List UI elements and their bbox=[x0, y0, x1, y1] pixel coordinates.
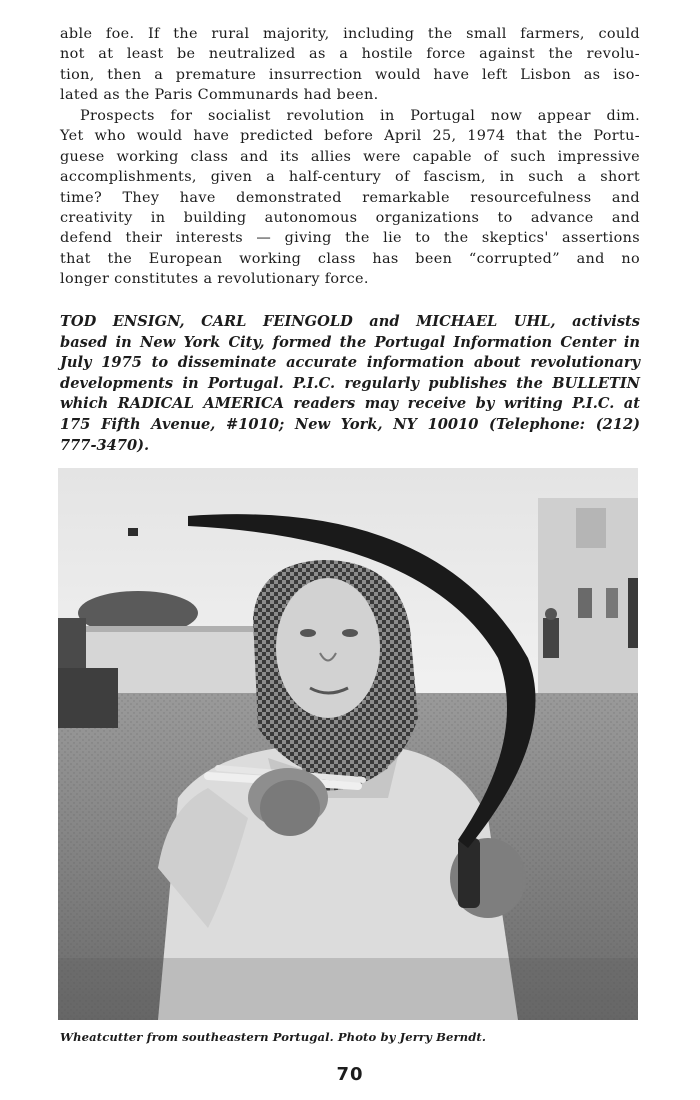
text-line: able foe. If the rural majority, including the small farmers, could bbox=[60, 26, 640, 42]
bio-line: July 1975 to disseminate accurate information about revolutionary bbox=[60, 354, 640, 372]
text-line: Yet who would have predicted before April 25, 1974 that the Portu- bbox=[60, 128, 640, 145]
bio-line: 777-3470). bbox=[60, 436, 150, 454]
text-line: that the European working class has been “corrupted” and no bbox=[60, 250, 640, 267]
article-paragraph-1 bbox=[60, 24, 640, 106]
text-line: not at least be neutralized as a hostile force against the revolu- bbox=[60, 46, 640, 63]
text-line: creativity in building autonomous organizations to advance and bbox=[60, 210, 640, 227]
wheatcutter-photo bbox=[58, 468, 638, 1020]
bio-line: developments in Portugal. P.I.C. regularly publishes the BULLETIN bbox=[60, 374, 640, 392]
bio-line: which RADICAL AMERICA readers may receive by writing P.I.C. at bbox=[60, 395, 640, 413]
article-paragraph-2 bbox=[60, 106, 640, 290]
text-line: defend their interests — giving the lie to the skeptics' assertions bbox=[60, 230, 640, 247]
text-line: time? They have demonstrated remarkable resourcefulness and bbox=[60, 189, 640, 206]
text-line: tion, then a premature insurrection would have left Lisbon as iso- bbox=[60, 66, 640, 83]
bio-line: TOD ENSIGN, CARL FEINGOLD and MICHAEL UHL, activists bbox=[60, 313, 640, 330]
bio-line: based in New York City, formed the Portugal Information Center in bbox=[60, 333, 640, 351]
text-line: accomplishments, given a half-century of fascism, in such a short bbox=[60, 169, 640, 186]
text-line: Prospects for socialist revolution in Portugal now appear dim. bbox=[80, 108, 640, 124]
photo-caption: Wheatcutter from southeastern Portugal. Photo by Jerry Berndt. bbox=[60, 1030, 487, 1044]
page-number: 70 bbox=[336, 1064, 364, 1085]
text-line: longer constitutes a revolutionary force. bbox=[60, 271, 369, 288]
author-bio bbox=[60, 312, 640, 456]
bio-line: 175 Fifth Avenue, #1010; New York, NY 10010 (Telephone: (212) bbox=[60, 415, 640, 433]
text-line: guese working class and its allies were capable of such impressive bbox=[60, 148, 640, 165]
text-line: lated as the Paris Communards had been. bbox=[60, 87, 379, 104]
